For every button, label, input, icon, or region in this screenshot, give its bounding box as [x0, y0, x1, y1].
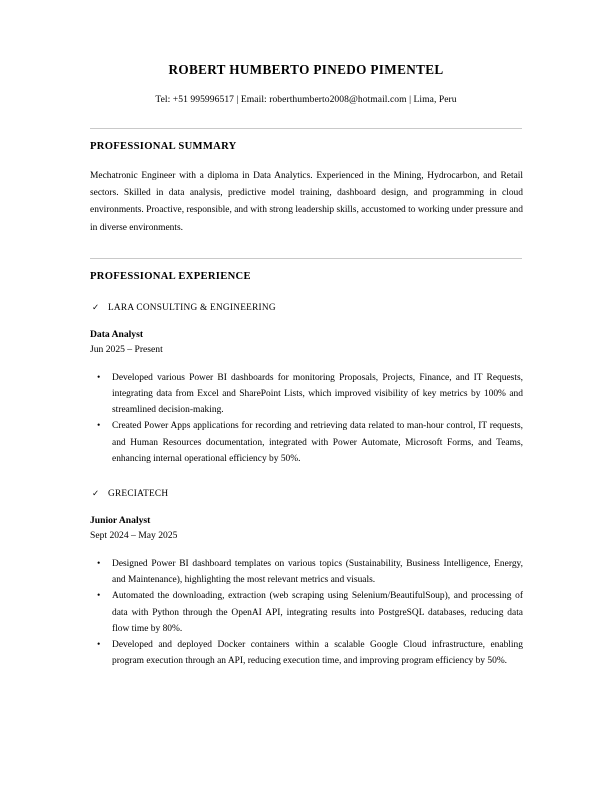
bullet-icon: •: [97, 558, 101, 569]
job-title: Junior Analyst: [90, 515, 151, 527]
list-item-text: Developed various Power BI dashboards for monitoring Proposals, Projects, Finance, and IT Requests, integrating data from Excel and SharePoint Lists, which improved visibility of key metrics by 100% and streamlined decision-making.: [112, 372, 523, 416]
list-item: [97, 370, 523, 419]
company-name: GRECIATECH: [108, 489, 169, 500]
job-bullet-list: [0, 357, 612, 468]
section-title-experience: PROFESSIONAL EXPERIENCE: [90, 270, 251, 282]
resume-header: [0, 0, 612, 105]
check-icon: ✓: [92, 488, 100, 499]
list-item-text: Developed and deployed Docker containers within a scalable Google Cloud infrastructure, enabling program execution through an API, reducing execution time, and improving program efficiency by 50%.: [112, 640, 523, 667]
bullet-icon: •: [97, 421, 101, 432]
job-title: Data Analyst: [90, 328, 144, 340]
list-item: [97, 588, 523, 637]
check-icon: ✓: [92, 301, 100, 312]
bullet-icon: •: [97, 591, 101, 602]
list-item-text: Created Power Apps applications for recording and retrieving data related to man-hour control, IT requests, and Human Resources documentation, integrated with Power Automate, Microsoft Forms, and Teams, enhancing internal operational efficiency by 50%.: [112, 421, 523, 464]
bullet-icon: •: [97, 640, 101, 651]
list-item: [97, 418, 523, 467]
job-bullet-list: [0, 543, 612, 670]
list-item-text: Designed Power BI dashboard templates on various topics (Sustainability, Business Intelligence, Energy, and Maintenance), highlighting the most relevant metrics and visuals.: [112, 558, 523, 586]
list-item: [97, 637, 523, 670]
section-title-summary: PROFESSIONAL SUMMARY: [90, 141, 237, 153]
list-item: [97, 556, 523, 589]
job-dates: Jun 2025 – Present: [90, 343, 163, 355]
contact-line: Tel: +51 995996517 | Email: roberthumberto2008@hotmail.com | Lima, Peru: [155, 93, 457, 105]
summary-text: Mechatronic Engineer with a diploma in Data Analytics. Experienced in the Mining, Hydrocarbon, and Retail sectors. Skilled in data analysis, predictive model training, dashboard design, and programming in cloud environments. Proactive, responsible, and with strong leadership skills, accustomed to working under pressure and in diverse environments.: [90, 171, 523, 233]
company-entry: [0, 284, 612, 314]
candidate-name: ROBERT HUMBERTO PINEDO PIMENTEL: [168, 62, 444, 77]
list-item-text: Automated the downloading, extraction (web scraping using Selenium/BeautifulSoup), and processing of data with Python through the OpenAI API, integrating results into PostgreSQL databases, reducing data flow time by 80%.: [112, 591, 523, 634]
company-entry: [0, 467, 612, 500]
bullet-icon: •: [97, 372, 101, 383]
company-name: LARA CONSULTING & ENGINEERING: [108, 302, 276, 313]
job-dates: Sept 2024 – May 2025: [90, 530, 178, 542]
